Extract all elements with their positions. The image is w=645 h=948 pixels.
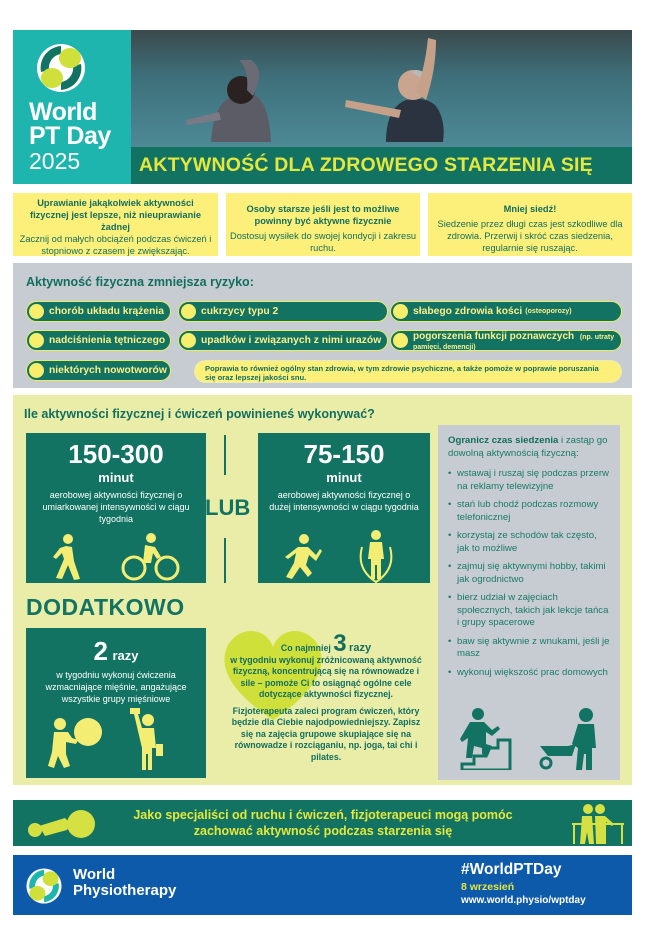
list-item: • baw się aktywnie z wnukami, jeśli je masz: [448, 636, 610, 661]
risk-item-cardiovascular: [26, 301, 171, 322]
risk-item-cancers: [26, 360, 171, 381]
limit-sitting-bold: Ogranicz czas siedzenia: [448, 435, 559, 446]
strength-unit: razy: [112, 648, 139, 663]
world-pt-day-logo-panel: [13, 30, 131, 184]
info-box-heading: Mniej siedź!: [503, 204, 557, 214]
risk-item-bone-health: [390, 301, 622, 322]
balance-frequency: [226, 630, 426, 657]
limit-sitting-panel: [438, 425, 620, 780]
info-box-text: Siedzenie przez długi czas jest szkodliwe dla zdrowia. Przerwij i skróć czas siedzenia, regularnie się ruszając.: [437, 219, 623, 253]
list-item: • wstawaj i ruszaj się podczas przerw na reklamy telewizyjne: [448, 468, 610, 493]
limit-sitting-rest: i zastąp go dowolną aktywnością fizyczną:: [448, 435, 608, 459]
page-title: AKTYWNOŚĆ DLA ZDROWEGO STARZENIA SIĘ: [139, 154, 593, 176]
moderate-activity-card: [26, 433, 206, 583]
or-label: LUB: [205, 495, 251, 520]
balance-strength-text: [226, 630, 426, 763]
strength-description: w tygodniu wykonuj ćwiczenia wzmacniające mięśnie, angażujące wszystkie grupy mięśniowe: [45, 670, 187, 704]
list-item: • zajmuj się aktywnymi hobby, takimi jak ogrodnictwo: [448, 561, 610, 586]
strength-number: 2: [93, 636, 108, 666]
hero-photo: [131, 30, 632, 147]
risk-item-label: nadciśnienia tętniczego: [49, 335, 166, 346]
info-box-heading: Uprawianie jakąkolwiek aktywności fizycznej jest lepsze, niż nieuprawianie żadnej: [29, 198, 201, 232]
wellbeing-note: Poprawia to również ogólny stan zdrowia, w tym zdrowie psychiczne, a także pomoże w poprawie poruszania się oraz lepszej jakości snu.: [194, 360, 622, 383]
physio-banner: [13, 800, 632, 846]
moderate-minutes-number: 150-300: [68, 439, 164, 469]
water-exercise-photo-illustration: [131, 30, 632, 147]
dumbbell-person-icon: [126, 708, 166, 772]
risk-item-note: (np. utraty pamięci, demencji): [413, 334, 615, 351]
risk-item-label: upadków i związanych z nimi urazów: [201, 335, 382, 346]
risk-item-falls: [178, 330, 388, 351]
vigorous-minutes-number: 75-150: [303, 439, 385, 469]
risk-title: Aktywność fizyczna zmniejsza ryzyko:: [26, 275, 254, 289]
hashtag: #WorldPTDay: [461, 861, 562, 878]
banner-text: Jako specjaliści od ruchu i ćwiczeń, fizjoterapeuci mogą pomóc zachować aktywność podczas starzenia się: [133, 808, 513, 838]
bullet-dot-icon: [29, 333, 44, 348]
list-item: • stań lub chodź podczas rozmowy telefonicznej: [448, 499, 610, 524]
strength-frequency: [26, 636, 206, 667]
strength-card: [26, 628, 206, 778]
walking-person-icon: [46, 533, 86, 581]
limit-sitting-lead: [448, 435, 610, 460]
risk-item-note: (osteoporozy): [525, 307, 572, 315]
risk-item-text: [413, 332, 618, 352]
bullet-dot-icon: [393, 304, 408, 319]
risk-reduction-section: [13, 263, 632, 388]
limit-sitting-list: [448, 468, 610, 679]
jump-rope-icon: [356, 529, 396, 583]
balance-description: w tygodniu wykonuj zróżnicowaną aktywność fizyczną, koncentrującą się na równowadze i sile – pomoże Ci to osiągnąć ogólne cele dotyczące aktywności fizycznej.: [230, 654, 422, 699]
risk-item-label: pogorszenia funkcji poznawczych: [413, 331, 575, 342]
divider-line: [224, 435, 226, 475]
info-box-sit-less: [428, 193, 632, 256]
event-date: 8 wrzesień: [461, 881, 515, 893]
org-name-line-1: World: [73, 866, 116, 883]
exercise-ball-lying-icon: [25, 808, 95, 840]
guidelines-question: Ile aktywności fizycznej i ćwiczeń powinieneś wykonywać?: [24, 407, 375, 421]
bullet-dot-icon: [29, 363, 44, 378]
logo-line-2: PT Day: [29, 122, 111, 150]
risk-item-cognitive: [390, 330, 622, 351]
world-physiotherapy-logo-icon: [25, 867, 63, 905]
bullet-dot-icon: [181, 304, 196, 319]
footer: [13, 855, 632, 915]
risk-item-label: cukrzycy typu 2: [201, 306, 279, 317]
moderate-description: aerobowej aktywności fizycznej o umiarkowanej intensywności w ciągu tygodnia: [42, 490, 190, 524]
risk-item-label: słabego zdrowia kości: [413, 306, 523, 317]
moderate-unit: minut: [98, 470, 134, 485]
bullet-dot-icon: [181, 333, 196, 348]
bullet-dot-icon: [393, 333, 408, 348]
additionally-heading: DODATKOWO: [26, 594, 185, 620]
activity-guidelines-panel: [13, 395, 632, 785]
vigorous-description: aerobowej aktywności fizycznej o dużej intensywności w ciągu tygodnia: [269, 490, 419, 512]
list-item: • wykonuj większość prac domowych: [448, 667, 610, 680]
ball-exercise-icon: [48, 710, 108, 772]
info-box-heading: Osoby starsze jeśli jest to możliwe powinny być aktywne fizycznie: [246, 204, 400, 226]
balance-number: 3: [333, 630, 347, 657]
risk-item-hypertension: [26, 330, 171, 351]
divider-line: [224, 538, 226, 583]
title-bar: [131, 147, 632, 184]
risk-item-label: chorób układu krążenia: [49, 306, 165, 317]
stairs-climbing-icon: [458, 708, 514, 770]
info-box-text: Dostosuj wysiłek do swojej kondycji i zakresu ruchu.: [230, 231, 417, 253]
info-box-text: Zacznij od małych obciążeń podczas ćwiczeń i stopniowo z czasem je zwiększając.: [19, 234, 212, 256]
logo-line-1: World: [29, 98, 97, 126]
risk-item-label: niektórych nowotworów: [49, 365, 167, 376]
list-item: • bierz udział w zajęciach społecznych, takich jak lekcje tańca i grupy spacerowe: [448, 592, 610, 630]
logo-year: 2025: [29, 148, 81, 174]
info-box-older-people: [226, 193, 420, 256]
cyclist-icon: [121, 533, 181, 581]
physio-recommendation: Fizjoterapeuta zaleci program ćwiczeń, który będzie dla Ciebie najodpowiedniejszy. Zapisz się na zajęcia grupowe skupiające się na równowadze i rozciąganiu, np. joga, tai chi i pilates.: [231, 705, 421, 762]
website-link[interactable]: www.world.physio/wptday: [461, 895, 586, 906]
wheelbarrow-icon: [538, 708, 602, 770]
balance-prefix: Co najmniej: [280, 643, 331, 653]
org-name: [73, 867, 176, 899]
world-pt-day-logo-icon: [35, 42, 87, 94]
bullet-dot-icon: [29, 304, 44, 319]
running-person-icon: [276, 533, 322, 581]
risk-item-diabetes: [178, 301, 388, 322]
balance-unit: razy: [349, 642, 372, 654]
logo-title: [29, 100, 111, 148]
list-item: • korzystaj ze schodów tak często, jak to możliwe: [448, 530, 610, 555]
physiotherapist-parallel-bars-icon: [570, 804, 626, 844]
org-name-line-2: Physiotherapy: [73, 882, 177, 899]
vigorous-activity-card: [258, 433, 430, 583]
info-box-any-activity: [13, 193, 218, 256]
vigorous-unit: minut: [326, 470, 362, 485]
